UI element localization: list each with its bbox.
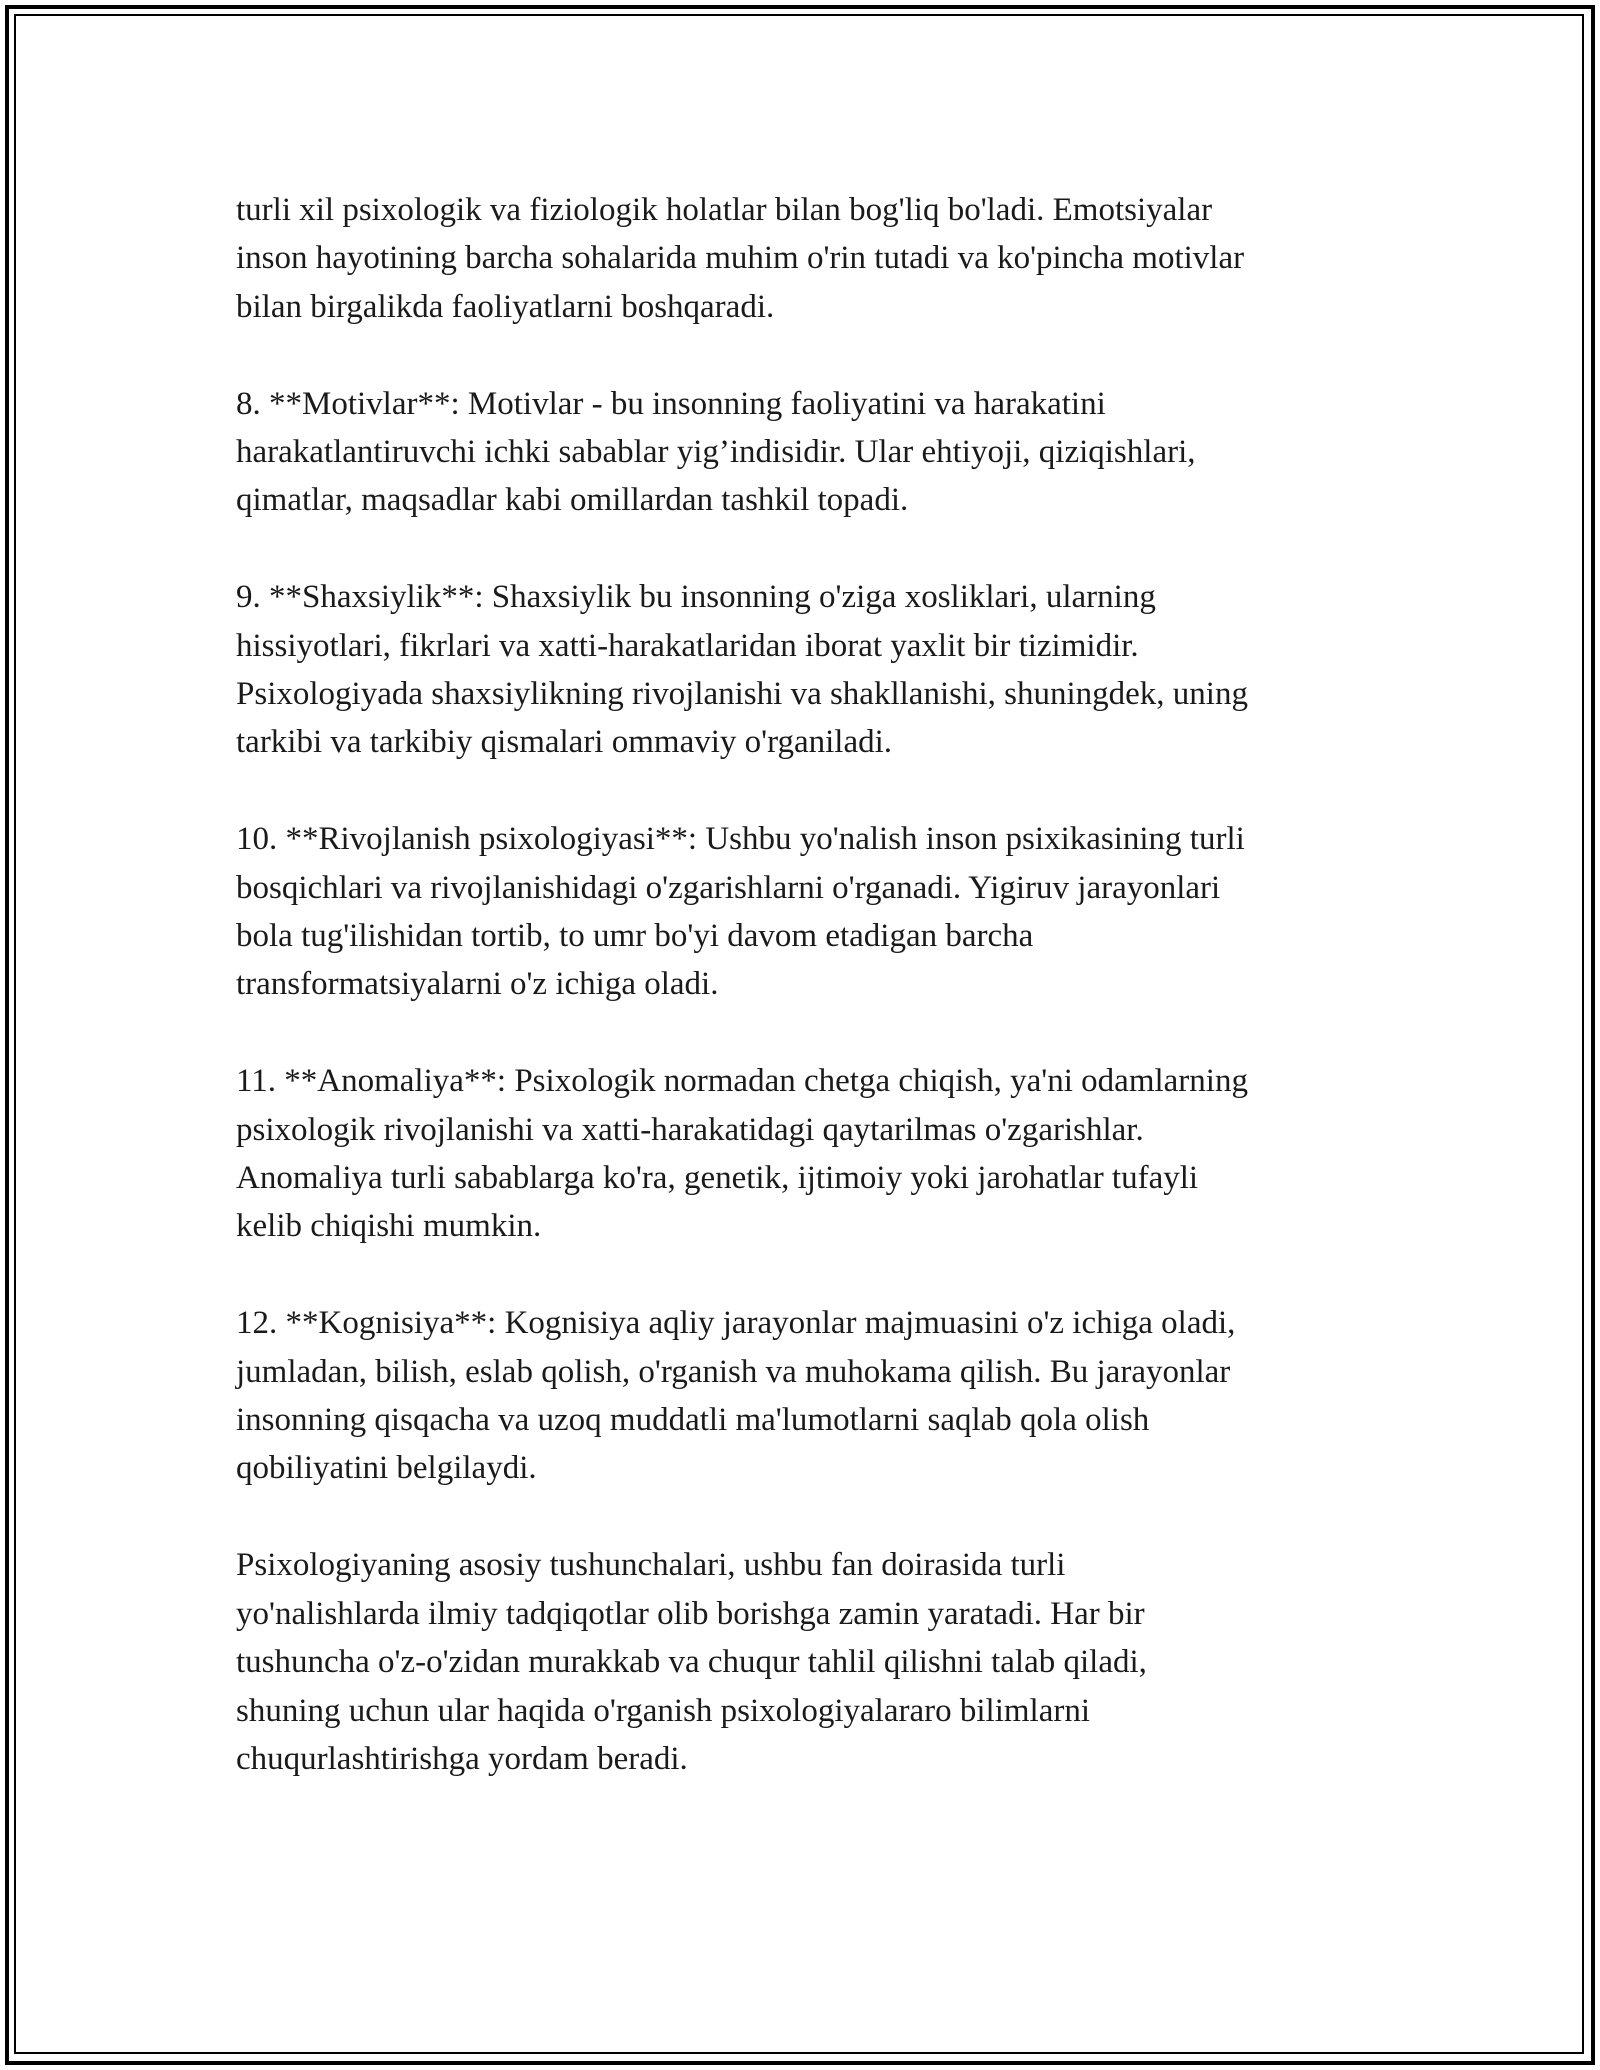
text-line: Psixologiyaning asosiy tushunchalari, ushbu fan doirasida turli (236, 1547, 1066, 1584)
text-line: shuning uchun ular haqida o'rganish psixologiyalararo bilimlarni (236, 1692, 1091, 1729)
text-line: qimatlar, maqsadlar kabi omillardan tashkil topadi. (236, 482, 909, 519)
text-line: turli xil psixologik va fiziologik holatlar bilan bog'liq bo'ladi. Emotsiyalar (236, 192, 1213, 228)
text-line: bola tug'ilishidan tortib, to umr bo'yi davom etadigan barcha (236, 918, 1034, 955)
paragraph-kognisiya (236, 1299, 1376, 1493)
text-line: yo'nalishlarda ilmiy tadqiqotlar olib borishga zamin yaratadi. Har bir (236, 1595, 1145, 1632)
text-line: qobiliyatini belgilaydi. (236, 1450, 537, 1487)
paragraph-anomaliya (236, 1057, 1376, 1251)
document-body (236, 186, 1376, 1832)
text-line: 8. **Motivlar**: Motivlar - bu insonning faoliyatini va harakatini (236, 385, 1106, 422)
text-line: 12. **Kognisiya**: Kognisiya aqliy jarayonlar majmuasini o'z ichiga oladi, (236, 1305, 1236, 1342)
text-line: psixologik rivojlanishi va xatti-harakatidagi qaytarilmas o'zgarishlar. (236, 1111, 1144, 1148)
text-line: kelib chiqishi mumkin. (236, 1208, 542, 1245)
text-line: tushuncha o'z-o'zidan murakkab va chuqur tahlil qilishni talab qiladi, (236, 1644, 1147, 1681)
paragraph-conclusion (236, 1541, 1376, 1783)
paragraph-emotsiyalar-continued (236, 186, 1376, 331)
text-line: insonning qisqacha va uzoq muddatli ma'lumotlarni saqlab qola olish (236, 1402, 1150, 1439)
text-line: tarkibi va tarkibiy qismalari ommaviy o'rganiladi. (236, 724, 893, 761)
paragraph-shaxsiylik (236, 573, 1376, 767)
text-line: harakatlantiruvchi ichki sabablar yig’indisidir. Ular ehtiyoji, qiziqishlari, (236, 434, 1196, 471)
text-line: 10. **Rivojlanish psixologiyasi**: Ushbu yo'nalish inson psixikasining turli (236, 821, 1245, 858)
text-line: Anomaliya turli sabablarga ko'ra, genetik, ijtimoiy yoki jarohatlar tufayli (236, 1160, 1199, 1197)
paragraph-rivojlanish-psixologiyasi (236, 815, 1376, 1009)
text-line: hissiyotlari, fikrlari va xatti-harakatlaridan iborat yaxlit bir tizimidir. (236, 627, 1139, 664)
text-line: Psixologiyada shaxsiylikning rivojlanishi va shakllanishi, shuningdek, uning (236, 676, 1248, 713)
text-line: transformatsiyalarni o'z ichiga oladi. (236, 966, 719, 1003)
paragraph-motivlar (236, 380, 1376, 525)
text-line: 9. **Shaxsiylik**: Shaxsiylik bu insonning o'ziga xosliklari, ularning (236, 579, 1156, 616)
text-line: 11. **Anomaliya**: Psixologik normadan chetga chiqish, ya'ni odamlarning (236, 1063, 1248, 1100)
text-line: inson hayotining barcha sohalarida muhim o'rin tutadi va ko'pincha motivlar (236, 240, 1245, 277)
text-line: chuqurlashtirishga yordam beradi. (236, 1740, 688, 1777)
text-line: bosqichlari va rivojlanishidagi o'zgarishlarni o'rganadi. Yigiruv jarayonlari (236, 869, 1221, 906)
text-line: jumladan, bilish, eslab qolish, o'rganish va muhokama qilish. Bu jarayonlar (236, 1353, 1231, 1390)
text-line: bilan birgalikda faoliyatlarni boshqaradi. (236, 288, 775, 325)
